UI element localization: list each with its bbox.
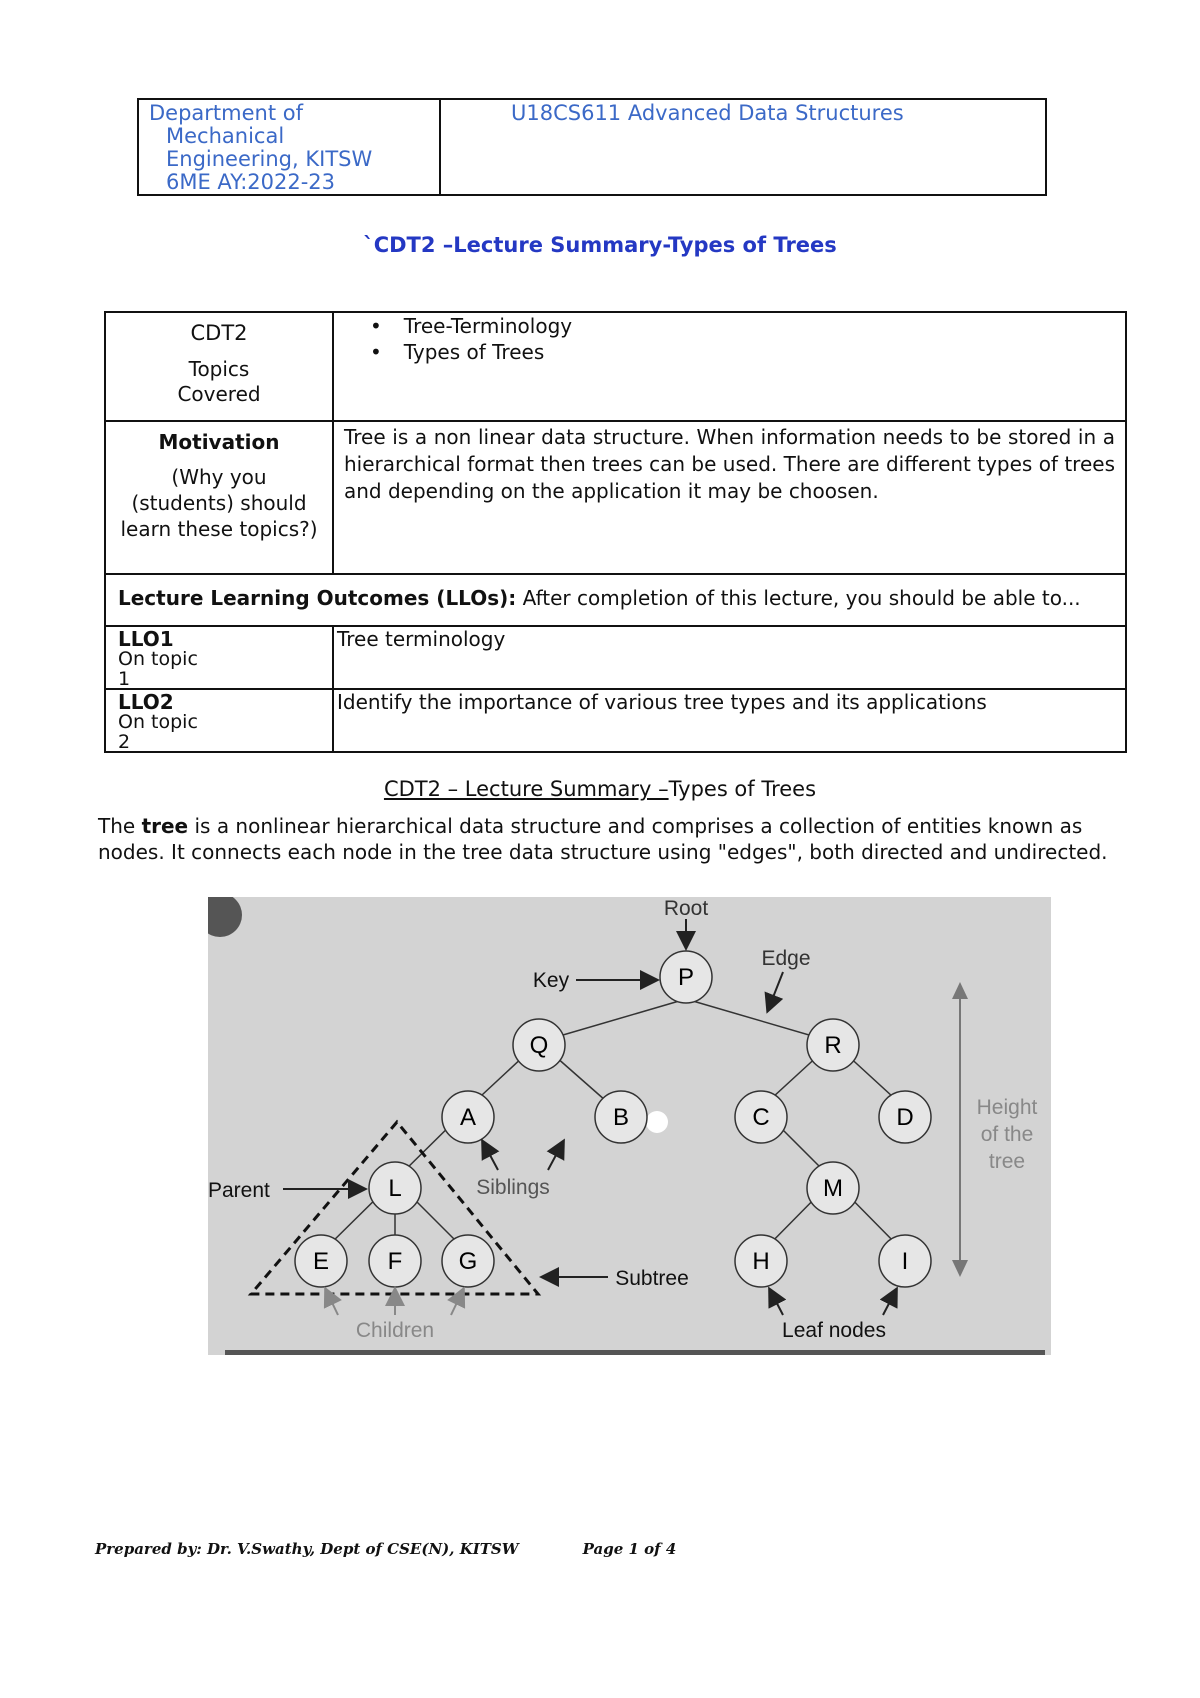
label-leaf-nodes: Leaf nodes — [782, 1319, 886, 1342]
llo1-row — [105, 626, 1126, 689]
topics-label-1: Topics — [188, 357, 250, 381]
svg-text:G: G — [458, 1248, 478, 1275]
llo1-num: 1 — [118, 668, 131, 690]
para-post: is a nonlinear hierarchical data structure and comprises a collection of entities known as nodes. It connects each node in the tree data structure using "edges", both directed and undirected. — [98, 814, 1108, 864]
llo1-label-cell — [105, 626, 333, 689]
llo2-on: On topic — [118, 711, 198, 733]
svg-text:H: H — [752, 1248, 770, 1275]
para-bold: tree — [141, 814, 189, 838]
topic-item: • Tree-Terminology — [370, 313, 1125, 339]
node-m — [807, 1162, 859, 1214]
node-f — [369, 1235, 421, 1287]
llo2-num: 2 — [118, 731, 131, 753]
summary-heading-underlined: CDT2 – Lecture Summary – — [383, 777, 669, 801]
svg-text:L: L — [388, 1175, 402, 1202]
svg-text:C: C — [752, 1104, 770, 1131]
figure-bottom-bar — [225, 1350, 1045, 1355]
node-l — [369, 1162, 421, 1214]
node-c — [735, 1091, 787, 1143]
footer-page: Page 1 of 4 — [582, 1540, 677, 1558]
svg-text:Q: Q — [529, 1032, 549, 1059]
node-e — [295, 1235, 347, 1287]
llo2-id: LLO2 — [118, 690, 174, 714]
llo2-label — [106, 690, 332, 751]
node-p — [660, 951, 712, 1003]
llo-heading-bold: Lecture Learning Outcomes (LLOs): — [118, 586, 517, 610]
node-a — [442, 1091, 494, 1143]
node-d — [879, 1091, 931, 1143]
llo-heading-cell — [105, 574, 1126, 626]
svg-text:M: M — [823, 1175, 843, 1202]
llo2-label-cell — [105, 689, 333, 752]
node-q — [513, 1019, 565, 1071]
motivation-text: Tree is a non linear data structure. When information needs to be stored in a hierarchical format then trees can be used. There are different types of trees and depending on the application it may be choosen. — [333, 421, 1126, 574]
header-course: U18CS611 Advanced Data Structures — [511, 101, 904, 125]
svg-text:R: R — [824, 1032, 842, 1059]
summary-paragraph — [98, 813, 1118, 865]
llo2-text: Identify the importance of various tree types and its applications — [333, 689, 1126, 752]
page-title: `CDT2 –Lecture Summary-Types of Trees — [363, 233, 837, 257]
label-root: Root — [663, 897, 709, 920]
llo-heading-row — [105, 574, 1126, 626]
topics-row — [105, 312, 1126, 421]
summary-heading-rest: Types of Trees — [668, 777, 817, 801]
dept-line-3: Engineering, KITSW — [166, 147, 373, 171]
cdt-table — [104, 311, 1127, 753]
llo2-row — [105, 689, 1126, 752]
motivation-sub: (Why you (students) should learn these topics?) — [120, 465, 318, 541]
cdt-label: CDT2 — [190, 321, 248, 345]
svg-text:A: A — [459, 1104, 477, 1131]
llo1-id: LLO1 — [118, 627, 174, 651]
footer-prepared: Prepared by: Dr. V.Swathy, Dept of CSE(N), KITSW — [95, 1540, 519, 1558]
svg-text:E: E — [312, 1248, 330, 1275]
topics-list-cell — [333, 312, 1126, 421]
label-subtree: Subtree — [615, 1267, 689, 1290]
page-footer — [95, 1540, 740, 1558]
dept-line-2: Mechanical — [166, 124, 285, 148]
motivation-label-cell — [105, 421, 333, 574]
svg-text:F: F — [387, 1248, 403, 1275]
topics-label-2: Covered — [177, 382, 261, 406]
svg-text:of the: of the — [980, 1123, 1034, 1146]
topic-item: • Types of Trees — [370, 339, 1125, 365]
node-g — [442, 1235, 494, 1287]
summary-heading — [0, 777, 1200, 801]
svg-text:P: P — [677, 964, 695, 991]
svg-text:D: D — [896, 1104, 914, 1131]
svg-text:I: I — [901, 1248, 909, 1275]
header-department — [139, 100, 441, 194]
node-i — [879, 1235, 931, 1287]
label-key: Key — [532, 969, 570, 992]
tree-diagram — [208, 897, 1051, 1357]
svg-text:tree: tree — [988, 1150, 1026, 1173]
svg-text:B: B — [612, 1104, 630, 1131]
motivation-row — [105, 421, 1126, 574]
label-children: Children — [355, 1319, 435, 1342]
header-table — [137, 98, 1047, 196]
llo1-label — [106, 627, 332, 688]
dept-line-1: Department of — [149, 101, 303, 125]
svg-text:Height: Height — [976, 1096, 1038, 1119]
dept-line-4: 6ME AY:2022-23 — [166, 170, 336, 194]
label-siblings: Siblings — [476, 1176, 550, 1199]
para-pre: The — [98, 814, 142, 838]
llo-heading-rest: After completion of this lecture, you should be able to... — [516, 586, 1081, 610]
llo1-on: On topic — [118, 648, 198, 670]
white-dot — [646, 1111, 668, 1133]
topics-list — [334, 313, 1125, 365]
topics-label-cell — [105, 312, 333, 421]
label-edge: Edge — [761, 947, 811, 970]
node-b — [595, 1091, 647, 1143]
llo1-text: Tree terminology — [333, 626, 1126, 689]
node-r — [807, 1019, 859, 1071]
motivation-label: Motivation — [158, 430, 280, 454]
node-h — [735, 1235, 787, 1287]
label-parent: Parent — [208, 1179, 270, 1202]
